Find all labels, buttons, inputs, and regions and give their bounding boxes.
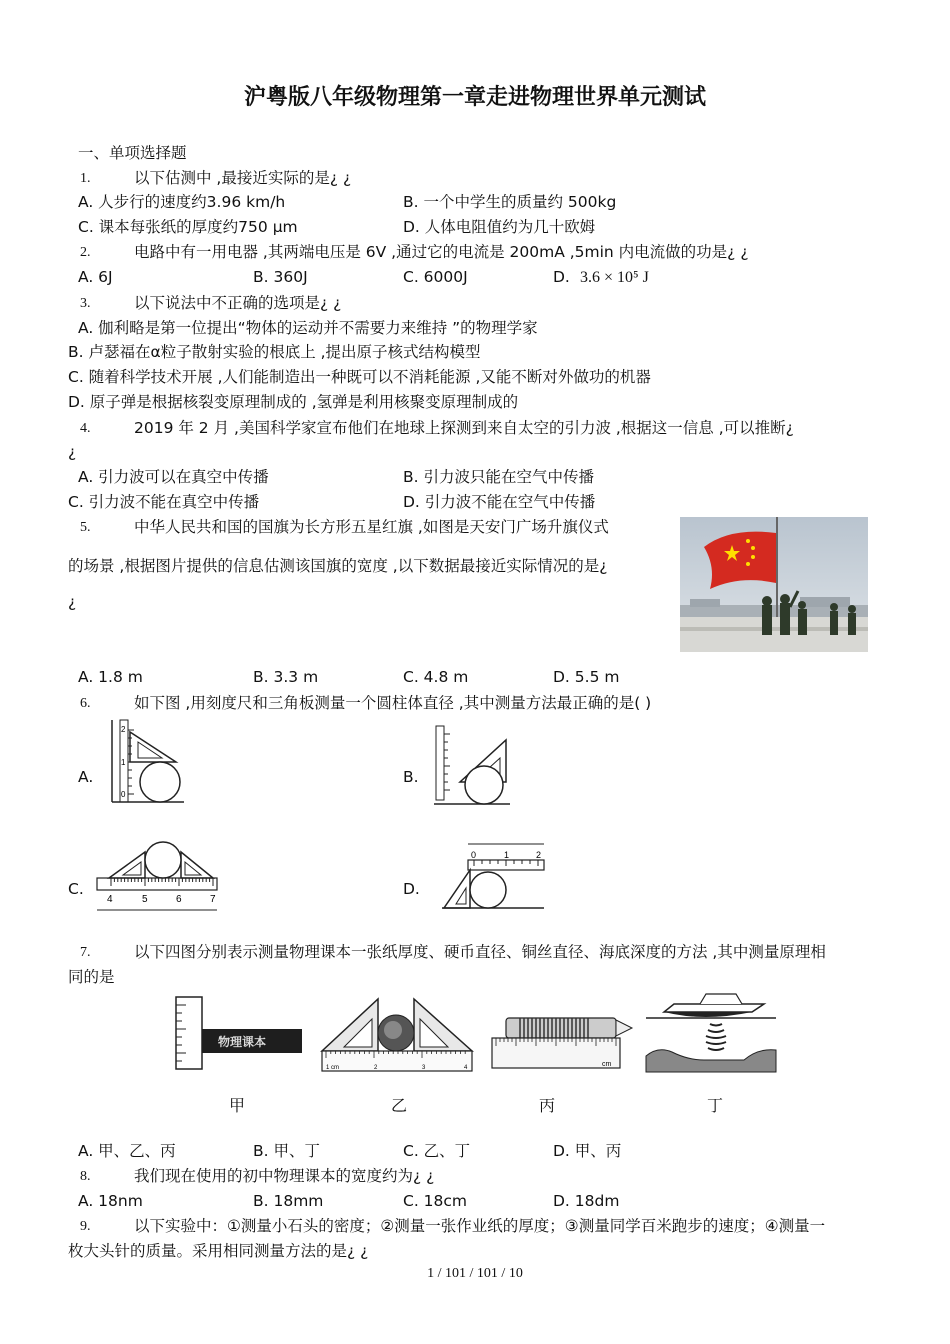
q6-figure-d xyxy=(440,840,546,912)
q6-figure-b xyxy=(432,718,512,808)
q3-option-a: A. 伽利略是第一位提出“物体的运动并不需要力来维持 ”的物理学家 xyxy=(78,319,538,337)
ruler-c-label-5: 5 xyxy=(142,894,148,905)
ruler-a-label-1: 1 xyxy=(121,758,126,767)
q7-number: 7. xyxy=(80,945,91,960)
q4-option-d: D. 引力波不能在空气中传播 xyxy=(403,493,596,511)
q9-number: 9. xyxy=(80,1219,91,1234)
q7-figure-jia xyxy=(172,995,306,1073)
q8-number: 8. xyxy=(80,1169,91,1184)
q1-stem: 以下估测中 ,最接近实际的是¿ ¿ xyxy=(134,169,352,187)
q1-number: 1. xyxy=(80,171,91,186)
section-heading: 一、单项选择题 xyxy=(78,144,187,162)
q3-option-d: D. 原子弹是根据核裂变原理制成的 ,氢弹是利用核聚变原理制成的 xyxy=(68,393,519,411)
q5-stem: 中华人民共和国的国旗为长方形五星红旗 ,如图是天安门广场升旗仪式 xyxy=(134,518,609,536)
q4-stem: 2019 年 2 月 ,美国科学家宣布他们在地球上探测到来自太空的引力波 ,根据这一信息 ,可以推断¿ xyxy=(134,419,794,437)
q7-label-bing: 丙 xyxy=(539,1096,556,1115)
q8-stem: 我们现在使用的初中物理课本的宽度约为¿ ¿ xyxy=(134,1167,435,1185)
flag-raising-photo xyxy=(680,517,868,652)
q5-number: 5. xyxy=(80,520,91,535)
ruler-yi-label-4: 4 xyxy=(464,1065,468,1071)
q2-option-d-value: 3.6 × 10⁵ J xyxy=(580,269,649,286)
q4-option-a: A. 引力波可以在真空中传播 xyxy=(78,468,269,486)
q6-option-b: B. xyxy=(403,768,419,786)
q9-stem-line2: 枚大头针的质量。采用相同测量方法的是¿ ¿ xyxy=(68,1242,369,1260)
q2-option-a: A. 6J xyxy=(78,268,113,286)
q8-option-b: B. 18mm xyxy=(253,1192,324,1210)
book-label: 物理课本 xyxy=(218,1035,267,1049)
q2-option-d: D. xyxy=(553,268,570,286)
q7-option-d: D. 甲、丙 xyxy=(553,1142,622,1160)
q3-option-b: B. 卢瑟福在α粒子散射实验的根底上 ,提出原子核式结构模型 xyxy=(68,343,481,361)
q5-option-d: D. 5.5 m xyxy=(553,668,620,686)
q3-option-c: C. 随着科学技术开展 ,人们能制造出一种既可以不消耗能源 ,又能不断对外做功的机器 xyxy=(68,368,651,386)
q6-figure-a xyxy=(108,718,188,806)
q6-option-c: C. xyxy=(68,880,84,898)
q1-option-c: C. 课本每张纸的厚度约750 μm xyxy=(78,218,298,236)
q6-number: 6. xyxy=(80,696,91,711)
q7-option-a: A. 甲、乙、丙 xyxy=(78,1142,176,1160)
q3-stem: 以下说法中不正确的选项是¿ ¿ xyxy=(134,294,342,312)
q4-option-b: B. 引力波只能在空气中传播 xyxy=(403,468,594,486)
q6-option-d: D. xyxy=(403,880,420,898)
q5-option-b: B. 3.3 m xyxy=(253,668,319,686)
page-footer: 1 / 101 / 101 / 10 xyxy=(427,1266,523,1281)
q6-figure-c xyxy=(95,838,221,912)
ruler-yi-label-1: 1 cm xyxy=(326,1065,340,1071)
ruler-c-label-6: 6 xyxy=(176,894,182,905)
ruler-d-label-2: 2 xyxy=(536,850,542,860)
q7-figure-yi xyxy=(318,995,478,1075)
q2-number: 2. xyxy=(80,245,91,260)
ruler-c-label-4: 4 xyxy=(107,894,113,905)
ruler-bing-unit: cm xyxy=(602,1061,612,1068)
q2-stem: 电路中有一用电器 ,其两端电压是 6V ,通过它的电流是 200mA ,5min 内电流做的功是¿ ¿ xyxy=(134,243,749,261)
q8-option-c: C. 18cm xyxy=(403,1192,468,1210)
q3-number: 3. xyxy=(80,296,91,311)
q7-figure-bing xyxy=(490,1010,636,1074)
ruler-a-label-2: 2 xyxy=(121,725,126,734)
ruler-yi-label-2: 2 xyxy=(374,1065,378,1071)
q7-label-ding: 丁 xyxy=(707,1096,724,1115)
q8-option-a: A. 18nm xyxy=(78,1192,143,1210)
page-title: 沪粤版八年级物理第一章走进物理世界单元测试 xyxy=(243,85,706,110)
q1-option-a: A. 人步行的速度约3.96 km/h xyxy=(78,193,286,211)
q5-stem-line2: 的场景 ,根据图片提供的信息估测该国旗的宽度 ,以下数据最接近实际情况的是¿ xyxy=(68,557,608,575)
q7-label-jia: 甲 xyxy=(229,1096,246,1115)
q6-stem: 如下图 ,用刻度尺和三角板测量一个圆柱体直径 ,其中测量方法最正确的是( ) xyxy=(134,694,652,712)
ruler-a-label-0: 0 xyxy=(121,790,126,799)
q5-option-c: C. 4.8 m xyxy=(403,668,469,686)
q7-option-b: B. 甲、丁 xyxy=(253,1142,320,1160)
q7-stem: 以下四图分别表示测量物理课本一张纸厚度、硬币直径、铜丝直径、海底深度的方法 ,其中测量原理相 xyxy=(134,943,826,961)
q7-stem-line2: 同的是 xyxy=(68,968,115,986)
ruler-d-label-1: 1 xyxy=(504,850,510,860)
q7-option-c: C. 乙、丁 xyxy=(403,1142,471,1160)
ruler-c-label-7: 7 xyxy=(210,894,216,905)
q6-option-a: A. xyxy=(78,768,94,786)
q7-label-yi: 乙 xyxy=(391,1096,408,1115)
q2-option-b: B. 360J xyxy=(253,268,308,286)
q4-stem-cont: ¿ xyxy=(68,443,77,461)
q7-figure-ding xyxy=(644,990,778,1074)
q5-stem-line3: ¿ xyxy=(68,593,77,611)
q1-option-b: B. 一个中学生的质量约 500kg xyxy=(403,193,617,211)
q4-number: 4. xyxy=(80,421,91,436)
q9-stem: 以下实验中：①测量小石头的密度；②测量一张作业纸的厚度；③测量同学百米跑步的速度；④测量一 xyxy=(134,1217,826,1235)
ruler-yi-label-3: 3 xyxy=(422,1065,426,1071)
q5-option-a: A. 1.8 m xyxy=(78,668,143,686)
q2-option-c: C. 6000J xyxy=(403,268,468,286)
q1-option-d: D. 人体电阻值约为几十欧姆 xyxy=(403,218,596,236)
q4-option-c: C. 引力波不能在真空中传播 xyxy=(68,493,260,511)
ruler-d-label-0: 0 xyxy=(471,850,477,860)
q8-option-d: D. 18dm xyxy=(553,1192,620,1210)
